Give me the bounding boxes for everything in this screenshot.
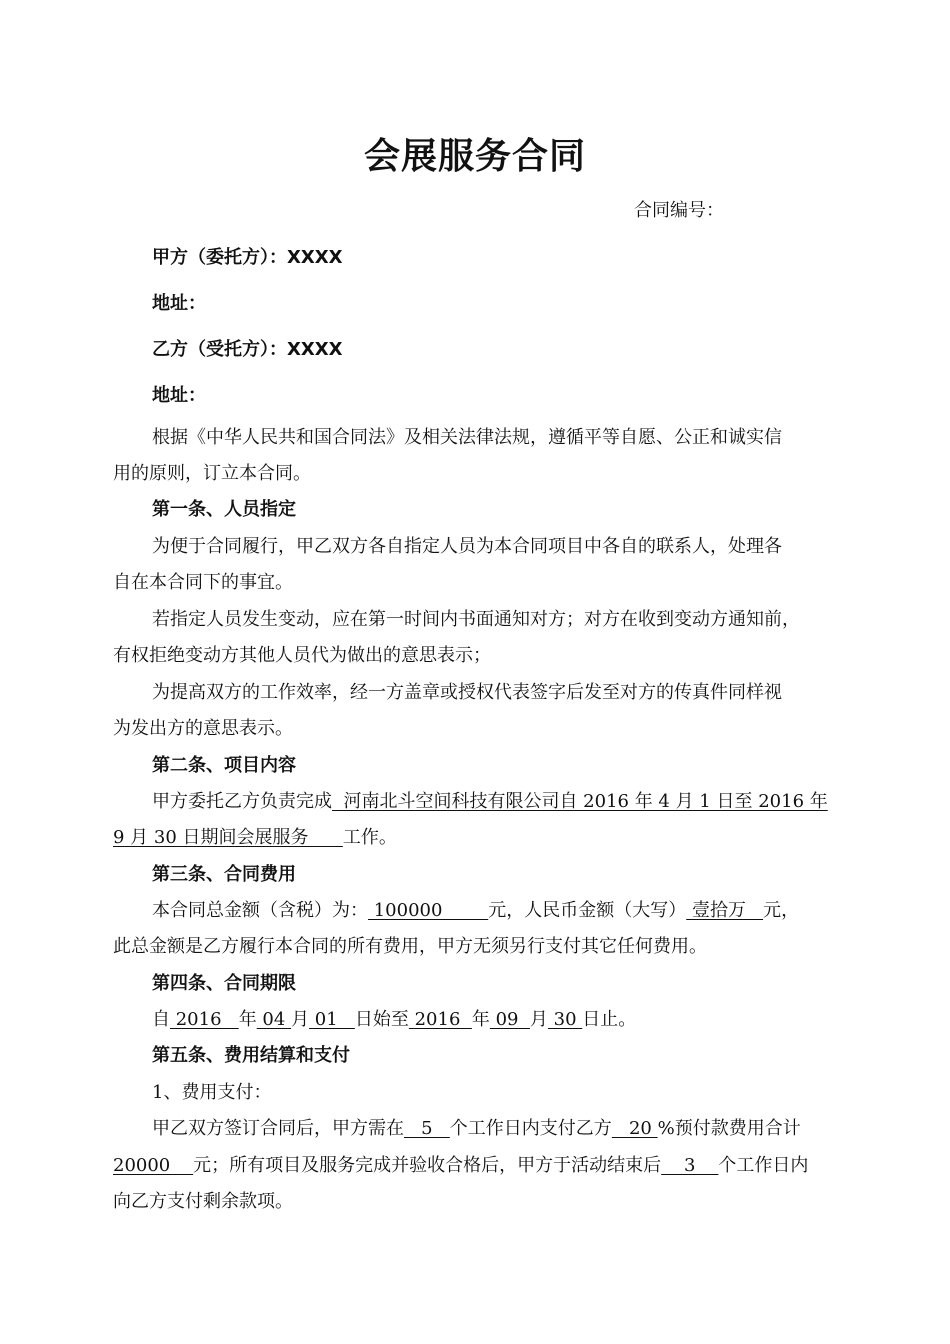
- end-month: 09: [489, 1009, 530, 1030]
- article-3-text-b: 元，人民币金额（大写）: [488, 900, 687, 921]
- end-day: 30: [547, 1009, 583, 1030]
- party-b: 乙方（受托方）：XXXX: [152, 339, 343, 360]
- contract-number-label: 合同编号：: [634, 200, 724, 221]
- article-1-para-1-line-2: 自在本合同下的事宜。: [113, 572, 293, 593]
- prepay-days: 5: [404, 1118, 450, 1139]
- total-amount: 100000: [368, 900, 489, 921]
- end-year: 2016: [408, 1009, 472, 1030]
- intro-line-1: 根据《中华人民共和国合同法》及相关法律法规，遵循平等自愿、公正和诚实信: [152, 427, 782, 448]
- article-2-prefix: 甲方委托乙方负责完成: [152, 791, 332, 812]
- article-5-text-c: %预付款费用合计: [657, 1118, 801, 1139]
- article-1-para-3-line-2: 为发出方的意思表示。: [113, 718, 293, 739]
- project-content-fill-2: 9 月 30 日期间会展服务: [113, 827, 343, 848]
- article-1-para-1-line-1: 为便于合同履行，甲乙双方各自指定人员为本合同项目中各自的联系人，处理各: [152, 536, 782, 557]
- article-2-suffix: 工作。: [342, 827, 397, 848]
- article-2-line-1: [152, 789, 892, 815]
- start-year: 2016: [170, 1009, 239, 1030]
- party-a: 甲方（委托方）：XXXX: [152, 247, 343, 268]
- year-label-1: 年: [238, 1009, 257, 1030]
- prepay-percent: 20: [611, 1118, 658, 1139]
- article-3-line-2: 此总金额是乙方履行本合同的所有费用，甲方无须另行支付其它任何费用。: [113, 936, 707, 957]
- article-5-heading: 第五条、费用结算和支付: [152, 1045, 350, 1066]
- month-label-2: 月: [529, 1009, 548, 1030]
- party-b-address: 地址：: [152, 385, 206, 406]
- term-end: 日止。: [582, 1009, 637, 1030]
- article-4-heading: 第四条、合同期限: [152, 973, 296, 994]
- intro-line-2: 用的原则，订立本合同。: [113, 463, 311, 484]
- project-content-fill-1: 河南北斗空间科技有限公司自 2016 年 4 月 1 日至 2016 年: [332, 791, 828, 812]
- article-5-text-d: 元；所有项目及服务完成并验收合格后，甲方于活动结束后: [193, 1155, 662, 1176]
- article-3-text-c: 元，: [763, 900, 800, 921]
- article-5-line-3: 向乙方支付剩余款项。: [113, 1191, 293, 1212]
- page-title: 会展服务合同: [363, 136, 586, 177]
- term-middle: 日始至: [354, 1009, 409, 1030]
- article-4-line-1: [152, 1007, 892, 1033]
- article-1-para-2-line-2: 有权拒绝变动方其他人员代为做出的意思表示；: [113, 645, 491, 666]
- article-3-heading: 第三条、合同费用: [152, 864, 296, 885]
- prepay-amount: 20000: [113, 1155, 194, 1176]
- article-1-heading: 第一条、人员指定: [152, 499, 296, 520]
- party-a-address: 地址：: [152, 293, 206, 314]
- article-3-line-1: [152, 898, 892, 924]
- start-month: 04: [256, 1009, 292, 1030]
- final-pay-days: 3: [661, 1155, 719, 1176]
- article-5-subheading: 1、费用支付：: [152, 1082, 272, 1103]
- article-5-line-1: [152, 1116, 892, 1142]
- article-5-text-a: 甲乙双方签订合同后，甲方需在: [152, 1118, 404, 1139]
- total-amount-chinese: 壹拾万: [686, 900, 764, 921]
- month-label-1: 月: [291, 1009, 310, 1030]
- article-5-text-e: 个工作日内: [718, 1155, 809, 1176]
- start-day: 01: [309, 1009, 355, 1030]
- article-5-line-2: [113, 1153, 853, 1179]
- article-2-line-2: [113, 825, 853, 851]
- article-2-heading: 第二条、项目内容: [152, 755, 296, 776]
- article-3-text-a: 本合同总金额（含税）为：: [152, 900, 368, 921]
- article-1-para-3-line-1: 为提高双方的工作效率，经一方盖章或授权代表签字后发至对方的传真件同样视: [152, 682, 782, 703]
- article-5-text-b: 个工作日内支付乙方: [449, 1118, 612, 1139]
- article-1-para-2-line-1: 若指定人员发生变动，应在第一时间内书面通知对方；对方在收到变动方通知前，: [152, 609, 800, 630]
- term-from: 自: [152, 1009, 170, 1030]
- year-label-2: 年: [471, 1009, 490, 1030]
